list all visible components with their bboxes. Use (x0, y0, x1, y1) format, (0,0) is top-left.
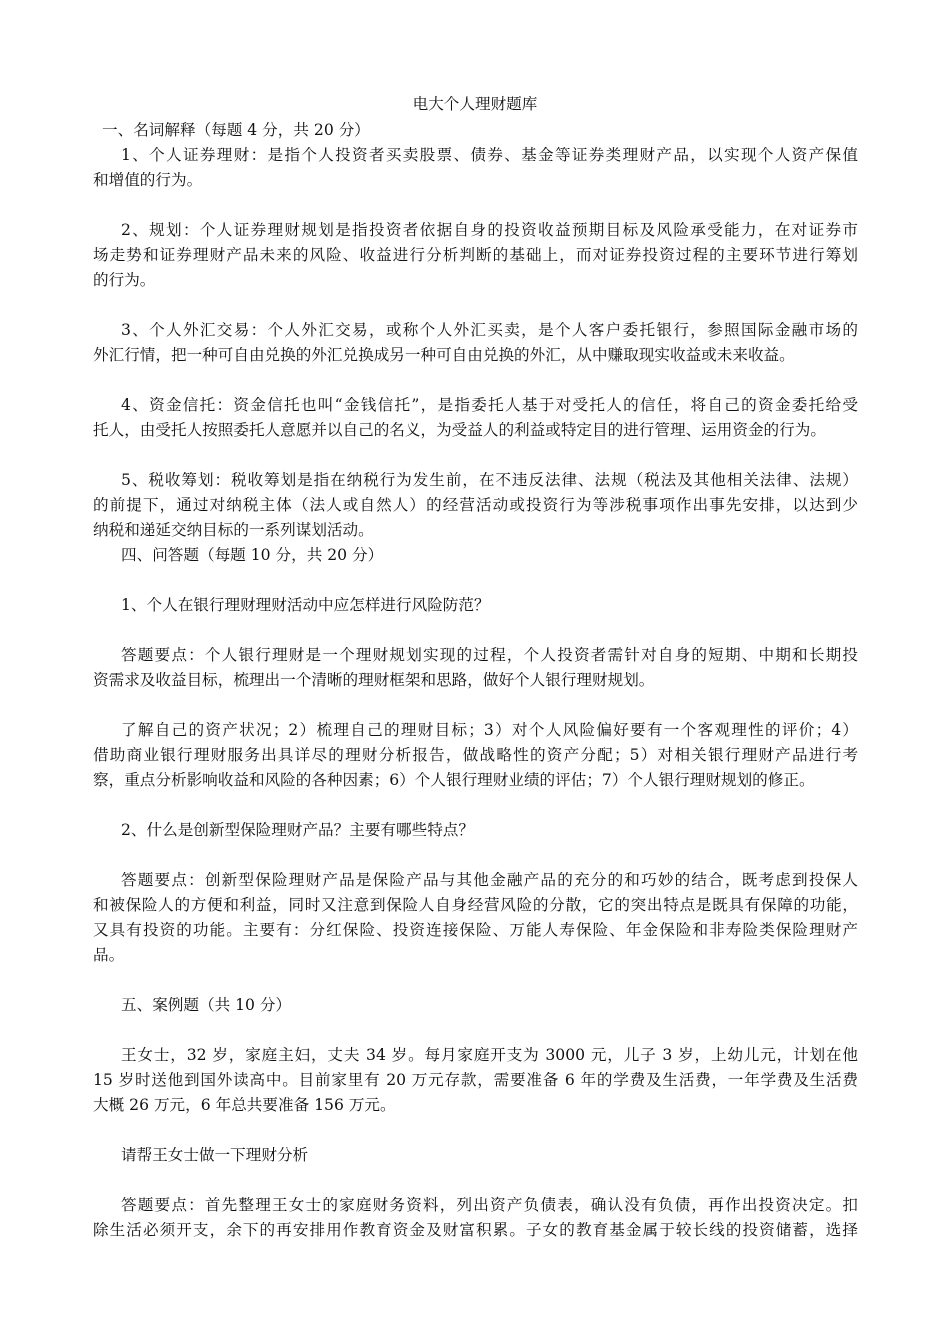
paragraph-line: 2、规划：个人证券理财规划是指投资者依据自身的投资收益预期目标及风险承受能力，在对证券市 (121, 221, 858, 239)
paragraph-line: 外汇行情，把一种可自由兑换的外汇兑换成另一种可自由兑换的外汇，从中赚取现实收益或未来收益。 (93, 346, 795, 364)
paragraph-line: 1、个人证券理财：是指个人投资者买卖股票、债券、基金等证券类理财产品，以实现个人资产保值 (121, 146, 858, 164)
paragraph-line: 的前提下，通过对纳税主体（法人或自然人）的经营活动或投资行为等涉税事项作出事先安排，以达到少 (93, 496, 858, 514)
prompt-text: 请帮王女士做一下理财分析 (121, 1146, 309, 1164)
paragraph-line: 托人，由受托人按照委托人意愿并以自己的名义，为受益人的利益或特定目的进行管理、运用资金的行为。 (93, 421, 826, 439)
paragraph-line: 的行为。 (93, 271, 156, 289)
paragraph-line: 王女士，32 岁，家庭主妇，丈夫 34 岁。每月家庭开支为 3000 元，儿子 3 岁，上幼儿元，计划在他 (121, 1046, 858, 1064)
section-heading: 五、案例题（共 10 分） (121, 996, 292, 1014)
paragraph-line: 和被保险人的方便和利益，同时又注意到保险人自身经营风险的分散，它的突出特点是既具有保障的功能， (93, 896, 858, 914)
paragraph-line: 除生活必须开支，余下的再安排用作教育资金及财富积累。子女的教育基金属于较长线的投资储蓄，选择 (93, 1221, 858, 1239)
paragraph-line: 15 岁时送他到国外读高中。目前家里有 20 万元存款，需要准备 6 年的学费及生活费，一年学费及生活费 (93, 1071, 858, 1089)
paragraph-line: 3、个人外汇交易：个人外汇交易，或称个人外汇买卖，是个人客户委托银行，参照国际金融市场的 (121, 321, 858, 339)
paragraph-line: 4、资金信托：资金信托也叫“金钱信托”，是指委托人基于对受托人的信任，将自己的资金委托给受 (121, 396, 858, 414)
paragraph-line: 了解自己的资产状况；2）梳理自己的理财目标；3）对个人风险偏好要有一个客观理性的评价；4） (121, 721, 858, 739)
paragraph-line: 察，重点分析影响收益和风险的各种因素；6）个人银行理财业绩的评估；7）个人银行理财规划的修正。 (93, 771, 815, 789)
question-text: 1、个人在银行理财理财活动中应怎样进行风险防范？ (121, 596, 490, 614)
paragraph-line: 场走势和证券理财产品未来的风险、收益进行分析判断的基础上，而对证券投资过程的主要环节进行筹划 (93, 246, 858, 264)
paragraph-line: 纳税和递延交纳目标的一系列谋划活动。 (93, 521, 374, 539)
paragraph-line: 5、税收筹划：税收筹划是指在纳税行为发生前，在不违反法律、法规（税法及其他相关法律、法规） (121, 471, 858, 489)
paragraph-line: 又具有投资的功能。主要有：分红保险、投资连接保险、万能人寿保险、年金保险和非寿险类保险理财产 (93, 921, 858, 939)
paragraph-line: 借助商业银行理财服务出具详尽的理财分析报告，做战略性的资产分配；5）对相关银行理财产品进行考 (93, 746, 858, 764)
paragraph-line: 答题要点：创新型保险理财产品是保险产品与其他金融产品的充分的和巧妙的结合，既考虑到投保人 (121, 871, 858, 889)
paragraph-line: 答题要点：首先整理王女士的家庭财务资料，列出资产负债表，确认没有负债，再作出投资决定。扣 (121, 1196, 858, 1214)
section-heading: 一、名词解释（每题 4 分，共 20 分） (102, 121, 370, 139)
section-heading: 四、问答题（每题 10 分，共 20 分） (121, 546, 384, 564)
paragraph-line: 答题要点：个人银行理财是一个理财规划实现的过程，个人投资者需针对自身的短期、中期和长期投 (121, 646, 858, 664)
paragraph-line: 品。 (93, 946, 125, 964)
paragraph-line: 资需求及收益目标，梳理出一个清晰的理财框架和思路，做好个人银行理财规划。 (93, 671, 655, 689)
paragraph-line: 和增值的行为。 (93, 171, 203, 189)
question-text: 2、什么是创新型保险理财产品？主要有哪些特点？ (121, 821, 474, 839)
document-title: 电大个人理财题库 (412, 95, 538, 113)
paragraph-line: 大概 26 万元，6 年总共要准备 156 万元。 (93, 1096, 396, 1114)
